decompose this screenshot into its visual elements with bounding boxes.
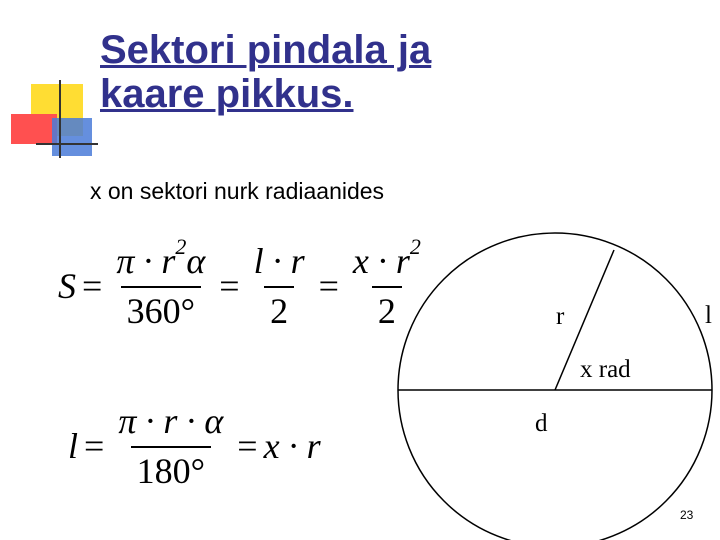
slide-title-line1: Sektori pindala ja — [100, 28, 432, 72]
circle-outline — [398, 233, 712, 540]
radius-label: r — [556, 303, 565, 330]
formula-s-frac3-exp: 2 — [409, 234, 421, 259]
formula-s-frac1-den: 360° — [121, 286, 201, 332]
diameter-label: d — [535, 410, 548, 437]
formula-s-frac1 — [112, 234, 209, 332]
formula-s-frac3 — [349, 234, 425, 332]
formula-l-frac-den: 180° — [131, 446, 211, 492]
arc-label: l — [705, 302, 712, 329]
arc-length-formula — [68, 400, 321, 492]
formula-s-frac2 — [250, 240, 309, 332]
formula-l-eq2: = — [237, 426, 258, 466]
page-number: 23 — [680, 508, 694, 522]
formula-s-eq3: = — [318, 266, 339, 306]
formula-s-frac2-num: l · r — [253, 241, 305, 281]
formula-l-eq1: = — [84, 426, 105, 466]
formula-s-frac1-tail: α — [186, 241, 206, 281]
formula-s-frac2-den: 2 — [264, 286, 294, 332]
formula-s-lhs: S — [58, 266, 76, 306]
formula-s-frac3-num: x · r — [352, 241, 410, 281]
formula-s-eq1: = — [82, 266, 103, 306]
formula-s-frac1-exp: 2 — [175, 234, 187, 259]
formula-s-frac1-num: π · r — [116, 241, 176, 281]
subtitle-text: x on sektori nurk radiaanides — [90, 178, 385, 204]
formula-s-frac3-den: 2 — [372, 286, 402, 332]
formula-l-rhs: x · r — [263, 426, 321, 466]
formula-l-frac — [114, 400, 227, 492]
formula-l-frac-num: π · r · α — [118, 401, 224, 441]
sector-area-formula — [58, 234, 429, 332]
angle-label: x rad — [580, 356, 631, 383]
slide-title-line2: kaare pikkus. — [100, 72, 354, 116]
formula-s-eq2: = — [219, 266, 240, 306]
formula-l-lhs: l — [68, 426, 79, 466]
